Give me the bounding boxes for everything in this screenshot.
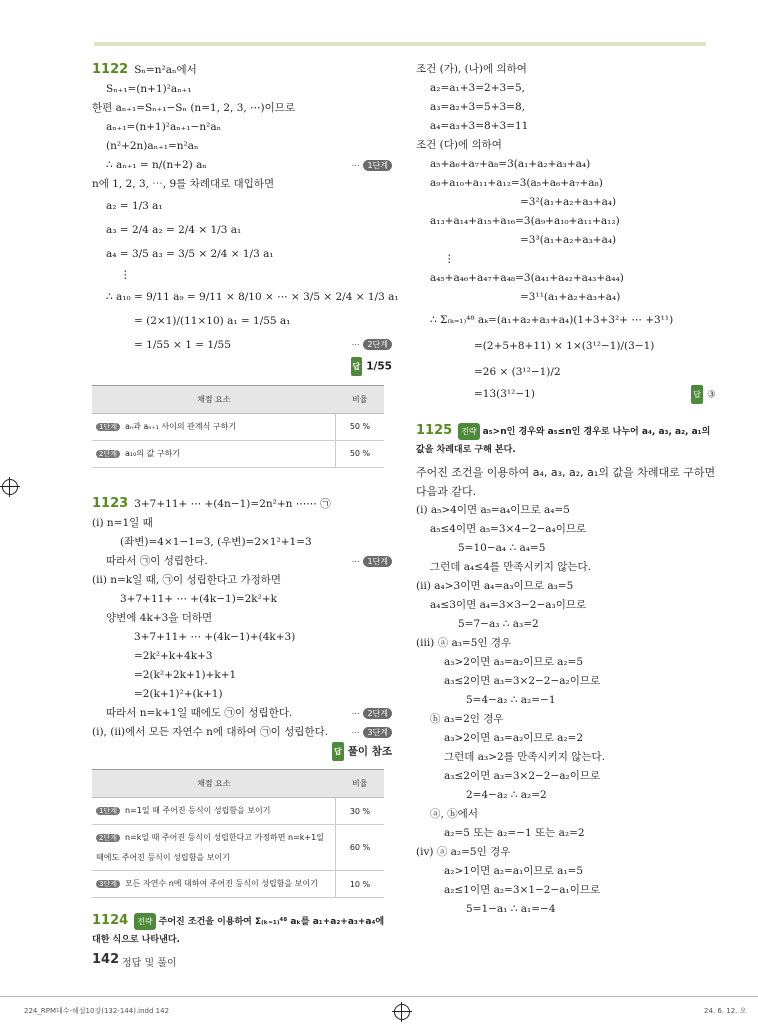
solution-line: 5=4−a₂ ∴ a₂=−1	[466, 694, 556, 706]
solution-line: 3+7+11+ ⋯ +(4k−1)=2k²+k	[120, 592, 278, 605]
solution-line: 그런데 a₃>2를 만족시키지 않는다.	[444, 751, 606, 763]
solution-line: ∴ a₁₀ = 9/11 a₉ = 9/11 × 8/10 × ⋯ × 3/5 × 2/4 × 1/3 a₁	[106, 291, 399, 303]
solution-line: ∴ aₙ₊₁ = n/(n+2) aₙ ⋯ 1단계	[92, 156, 392, 175]
solution-line: a₃≤2이면 a₃=3×2−2−a₂이므로	[444, 770, 601, 782]
solution-line: =3¹¹(a₁+a₂+a₃+a₄)	[520, 291, 621, 303]
solution-line: a₃>2이면 a₃=a₂이므로 a₂=5	[444, 656, 584, 668]
solution-line: a₄ = 3/5 a₃ = 3/5 × 2/4 × 1/3 a₁	[106, 248, 274, 260]
solution-line: 양변에 4k+3을 더하면	[106, 611, 213, 624]
solution-line: ∴ Σ₍ₖ₌₁₎⁴⁸ aₖ=(a₁+a₂+a₃+a₄)(1+3+3²+ ⋯ +3¹¹)	[430, 314, 674, 326]
solution-line: a₂=a₁+3=2+3=5,	[430, 82, 525, 94]
solution-line: a₂ = 1/3 a₁	[106, 200, 163, 212]
solution-line: a₄₅+a₄₆+a₄₇+a₄₈=3(a₄₁+a₄₂+a₄₃+a₄₄)	[430, 272, 624, 284]
registration-mark-icon	[2, 479, 18, 495]
solution-line: a₂=5 또는 a₂=−1 또는 a₂=2	[444, 827, 585, 839]
file-name: 224_RPM대수-해설10강(132-144).indd 142	[24, 1007, 170, 1015]
solution-line: ⋮	[444, 253, 455, 265]
solution-line: 다음과 같다.	[416, 485, 477, 498]
solution-line: ⓑ a₃=2인 경우	[430, 713, 504, 725]
problem-1122-header	[92, 60, 392, 80]
solution-line: =(2+5+8+11) × 1×(3¹²−1)/(3−1)	[474, 340, 655, 352]
solution-line: 조건 (다)에 의하여	[416, 139, 502, 151]
step-badge: ⋯ 2단계	[351, 704, 392, 723]
solution-line: Sₙ=n²aₙ에서	[134, 64, 197, 76]
problem-number: 1123	[92, 495, 129, 511]
solution-line: 3+7+11+ ⋯ +(4k−1)+(4k+3)	[134, 630, 296, 643]
table-row: 2단계 a₁₀의 값 구하기 50 %	[92, 440, 384, 467]
answer-1122: 답 1/55	[92, 357, 392, 377]
solution-line: 5=10−a₄ ∴ a₄=5	[458, 542, 546, 554]
solution-line: a₄=a₃+3=8+3=11	[430, 120, 529, 132]
solution-line: ⓐ, ⓑ에서	[430, 808, 478, 820]
table-row: 1단계 n=1일 때 주어진 등식이 성립함을 보이기 30 %	[92, 798, 384, 825]
answer-1124: 답 ③	[691, 385, 716, 405]
table-row: 1단계 aₙ과 aₙ₊₁ 사이의 관계식 구하기 50 %	[92, 413, 384, 440]
solution-line: a₃≤2이면 a₃=3×2−2−a₂이므로	[444, 675, 601, 687]
step-badge: ⋯ 1단계	[351, 552, 392, 571]
solution-line: a₉+a₁₀+a₁₁+a₁₂=3(a₅+a₆+a₇+a₈)	[430, 177, 603, 189]
solution-line: a₃>2이면 a₃=a₂이므로 a₂=2	[444, 732, 584, 744]
solution-line: 따라서 ㉠이 성립한다. ⋯ 1단계	[92, 552, 392, 571]
solution-line: (ⅰ) a₅>4이면 a₅=a₄이므로 a₄=5	[416, 504, 570, 516]
solution-line: 조건 (가), (나)에 의하여	[416, 63, 527, 75]
registration-mark-icon	[394, 1004, 410, 1020]
scoring-table-1122: 채점 요소 비율 1단계 aₙ과 aₙ₊₁ 사이의 관계식 구하기 50 % 2단계 a₁₀의 값 구하기 50 %	[92, 385, 384, 468]
solution-line: =2(k+1)²+(k+1)	[134, 687, 223, 700]
solution-line: a₂>1이면 a₂=a₁이므로 a₁=5	[444, 865, 584, 877]
solution-line: 한편 aₙ₊₁=Sₙ₊₁−Sₙ (n=1, 2, 3, ⋯)이므로	[92, 102, 296, 114]
solution-line: =13(3¹²−1) 답 ③	[416, 385, 716, 404]
solution-line: (ⅳ) ⓐ a₂=5인 경우	[416, 846, 511, 858]
page-number: 142	[92, 952, 120, 967]
step-badge: ⋯ 3단계	[351, 723, 392, 742]
file-date: 24. 6. 12. 오	[704, 1007, 747, 1015]
solution-line: a₄≤3이면 a₄=3×3−2−a₃이므로	[430, 599, 587, 611]
solution-line: 2=4−a₂ ∴ a₂=2	[466, 789, 547, 801]
solution-line: (n²+2n)aₙ₊₁=n²aₙ	[106, 140, 199, 152]
problem-number: 1122	[92, 62, 129, 77]
solution-line: a₃=a₂+3=5+3=8,	[430, 101, 525, 113]
problem-1123-header	[92, 494, 392, 514]
solution-line: =3³(a₁+a₂+a₃+a₄)	[520, 234, 617, 246]
solution-line: =3²(a₁+a₂+a₃+a₄)	[520, 196, 617, 208]
solution-line: 주어진 조건을 이용하여 a₄, a₃, a₂, a₁의 값을 차례대로 구하면	[416, 466, 716, 479]
solution-line: Sₙ₊₁=(n+1)²aₙ₊₁	[106, 83, 192, 95]
solution-line: (ⅰ) n=1일 때	[92, 516, 153, 529]
solution-line: a₂≤1이면 a₂=3×1−2−a₁이므로	[444, 884, 601, 896]
solution-line: =26 × (3¹²−1)/2	[474, 366, 561, 378]
solution-line: 3+7+11+ ⋯ +(4n−1)=2n²+n ⋯⋯ ㉠	[134, 497, 331, 510]
solution-line: 따라서 n=k+1일 때에도 ㉠이 성립한다. ⋯ 2단계	[92, 704, 392, 723]
solution-line: a₅+a₆+a₇+a₈=3(a₁+a₂+a₃+a₄)	[430, 158, 591, 170]
trim-line	[0, 996, 758, 997]
solution-line: =2k²+k+4k+3	[134, 649, 213, 662]
solution-line: (ⅰ), (ⅱ)에서 모든 자연수 n에 대하여 ㉠이 성립한다. ⋯ 3단계	[92, 723, 392, 742]
solution-line: = 1/55 × 1 = 1/55 ⋯ 2단계	[92, 333, 392, 357]
solution-line: n에 1, 2, 3, ⋯, 9를 차례대로 대입하면	[92, 178, 275, 190]
solution-line: (ⅱ) n=k일 때, ㉠이 성립한다고 가정하면	[92, 573, 282, 586]
solution-line: 그런데 a₄≤4를 만족시키지 않는다.	[430, 561, 592, 573]
step-badge: ⋯ 2단계	[351, 333, 392, 357]
problem-1124-header: 1124 전략 주어진 조건을 이용하여 Σ₍ₖ₌₁₎⁴⁸ aₖ를 a₁+a₂+a₃+a₄에 대한 식으로 나타낸다.	[92, 913, 385, 945]
solution-line: aₙ₊₁=(n+1)²aₙ₊₁−n²aₙ	[106, 121, 222, 133]
scoring-table-1123: 채점 요소 비율 1단계 n=1일 때 주어진 등식이 성립함을 보이기 30 % 2단계 n=k일 때 주어진 등식이 성립한다고 가정하면 n=k+1일 때에도 주어진 등식이 성립함을 보이기 60 % 3단계 모든 자연수 n에 대하여 주어진 등식이 성립함을 보이기 10 %	[92, 769, 384, 898]
solution-line: (좌변)=4×1−1=3, (우변)=2×1²+1=3	[120, 535, 312, 548]
solution-line: (ⅲ) ⓐ a₃=5인 경우	[416, 637, 512, 649]
table-row: 3단계 모든 자연수 n에 대하여 주어진 등식이 성립함을 보이기 10 %	[92, 871, 384, 898]
solution-line: ⋮	[120, 269, 131, 281]
right-column	[416, 60, 716, 919]
solution-line: 5=7−a₃ ∴ a₃=2	[458, 618, 539, 630]
solution-line: 5=1−a₁ ∴ a₁=−4	[466, 903, 556, 915]
answer-1123: 답 풀이 참조	[92, 742, 392, 762]
solution-line: =2(k²+2k+1)+k+1	[134, 668, 237, 681]
solution-line: = (2×1)/(11×10) a₁ = 1/55 a₁	[134, 315, 291, 327]
top-rule	[94, 42, 706, 46]
page-section-label: 정답 및 풀이	[122, 958, 177, 969]
step-badge: ⋯ 1단계	[351, 156, 392, 175]
table-row: 2단계 n=k일 때 주어진 등식이 성립한다고 가정하면 n=k+1일 때에도 주어진 등식이 성립함을 보이기 60 %	[92, 825, 384, 871]
solution-line: a₃ = 2/4 a₂ = 2/4 × 1/3 a₁	[106, 224, 242, 236]
problem-1125-header: 1125 전략 a₅>n인 경우와 a₅≤n인 경우로 나누어 a₄, a₃, a₂, a₁의 값을 차례대로 구해 본다.	[416, 423, 711, 455]
solution-line: a₁₃+a₁₄+a₁₅+a₁₆=3(a₉+a₁₀+a₁₁+a₁₂)	[430, 215, 620, 227]
solution-line: (ⅱ) a₄>3이면 a₄=a₃이므로 a₃=5	[416, 580, 574, 592]
solution-line: a₅≤4이면 a₅=3×4−2−a₄이므로	[430, 523, 587, 535]
left-column	[92, 60, 399, 949]
